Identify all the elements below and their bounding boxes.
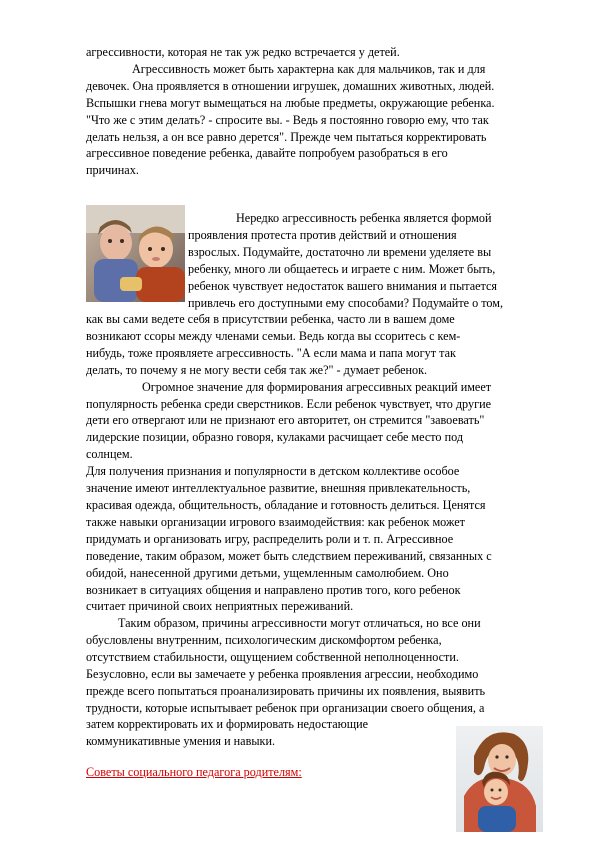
text-line: привлечь его доступными ему способами? Подумайте о том, [188, 295, 504, 310]
text-line: возникает в ситуациях общения и направлено против того, кого ребенок [86, 582, 461, 597]
text-line: придумать и организовать игру, распределить роли и т. п. Агрессивное [86, 531, 454, 546]
text-line: отсутствием стабильности, ощущением собственной неполноценности. [86, 650, 459, 665]
text-line: считает причиной своих неприятных переживаний. [86, 599, 354, 614]
text-line: ребенок чувствует недостаток вашего внимания и пытается [188, 278, 498, 293]
text-line: также навыки организации игрового взаимодействия: как ребенок может [86, 514, 465, 529]
children-photo [86, 205, 185, 302]
paragraph-closing [86, 716, 448, 750]
text-line: возникают ссоры между членами семьи. Ведь когда вы ссоритесь с кем- [86, 328, 461, 343]
text-line: причинах. [86, 163, 139, 178]
text-line: трудности, которые испытывает ребенок при организации своего общения, а [86, 700, 485, 715]
text-line: Огромное значение для формирования агрессивных реакций имеет [142, 379, 492, 394]
text-line: девочек. Она проявляется в отношении игрушек, домашних животных, людей. [86, 78, 495, 93]
text-line: красивая одежда, общительность, обладание и готовность делиться. Ценятся [86, 497, 486, 512]
text-line: прежде всего попытаться проанализировать причины их появления, выявить [86, 683, 486, 698]
text-line: значение имеют интеллектуальное развитие, внешняя привлекательность, [86, 481, 471, 496]
text-line: нибудь, тоже проявляете агрессивность. "А если мама и папа могут так [86, 345, 456, 360]
text-line: Агрессивность может быть характерна как для мальчиков, так и для [132, 61, 486, 76]
text-line: дети его отвергают или не признают его авторитет, он стремится "завоевать" [86, 413, 485, 428]
text-line: Таким образом, причины агрессивности могут отличаться, но все они [118, 616, 481, 631]
text-line: лидерские позиции, образно говоря, кулаками расчищает себе место под [86, 430, 464, 445]
text-line: Для получения признания и популярности в детском коллективе особое [86, 464, 460, 479]
text-line: солнцем. [86, 447, 133, 462]
text-line: Вспышки гнева могут вымещаться на любые предметы, окружающие ребенка. [86, 95, 495, 110]
text-line: обусловлены внутренним, психологическим дискомфортом ребенка, [86, 633, 442, 648]
text-line: взрослых. Подумайте, достаточно ли времени уделяете вы [188, 244, 492, 259]
advice-heading: Советы социального педагога родителям: [86, 765, 302, 779]
text-line: ребенку, много ли общаетесь и играете с ним. Может быть, [188, 261, 496, 276]
text-line: обидой, нанесенной другими детьми, ущемленным самолюбием. Оно [86, 565, 449, 580]
text-line: поведение, таким образом, может быть следствием переживаний, связанных с [86, 548, 492, 563]
text-line: затем корректировать их и формировать недостающие [86, 717, 369, 731]
text-line: Безусловно, если вы замечаете у ребенка проявления агрессии, необходимо [86, 667, 479, 682]
text-line: "Что же с этим делать? - спросите вы. - Ведь я постоянно говорю ему, что так [86, 112, 489, 127]
text-line: агрессивное поведение ребенка, давайте попробуем разобраться в его [86, 146, 448, 161]
text-line: популярность ребенка среди сверстников. Если ребенок чувствует, что другие [86, 396, 492, 411]
mother-child-photo [456, 726, 543, 832]
text-line: делать, то почему я не могу вести себя так же?" - думает ребенок. [86, 362, 428, 377]
paragraph-main [86, 311, 554, 717]
text-line: Нередко агрессивность ребенка является формой [236, 211, 492, 225]
text-line: проявления протеста против действий и отношения [188, 227, 457, 242]
text-line: делать нельзя, а он все равно дерется". Прежде чем пытаться корректировать [86, 129, 487, 144]
paragraph-intro [86, 44, 554, 179]
text-line: как вы сами ведете себя в присутствии ребенка, часто ли в вашем доме [86, 312, 455, 326]
text-line: коммуникативные умения и навыки. [86, 733, 276, 748]
text-line: агрессивности, которая не так уж редко встречается у детей. [86, 45, 400, 59]
paragraph-protest [188, 210, 554, 311]
